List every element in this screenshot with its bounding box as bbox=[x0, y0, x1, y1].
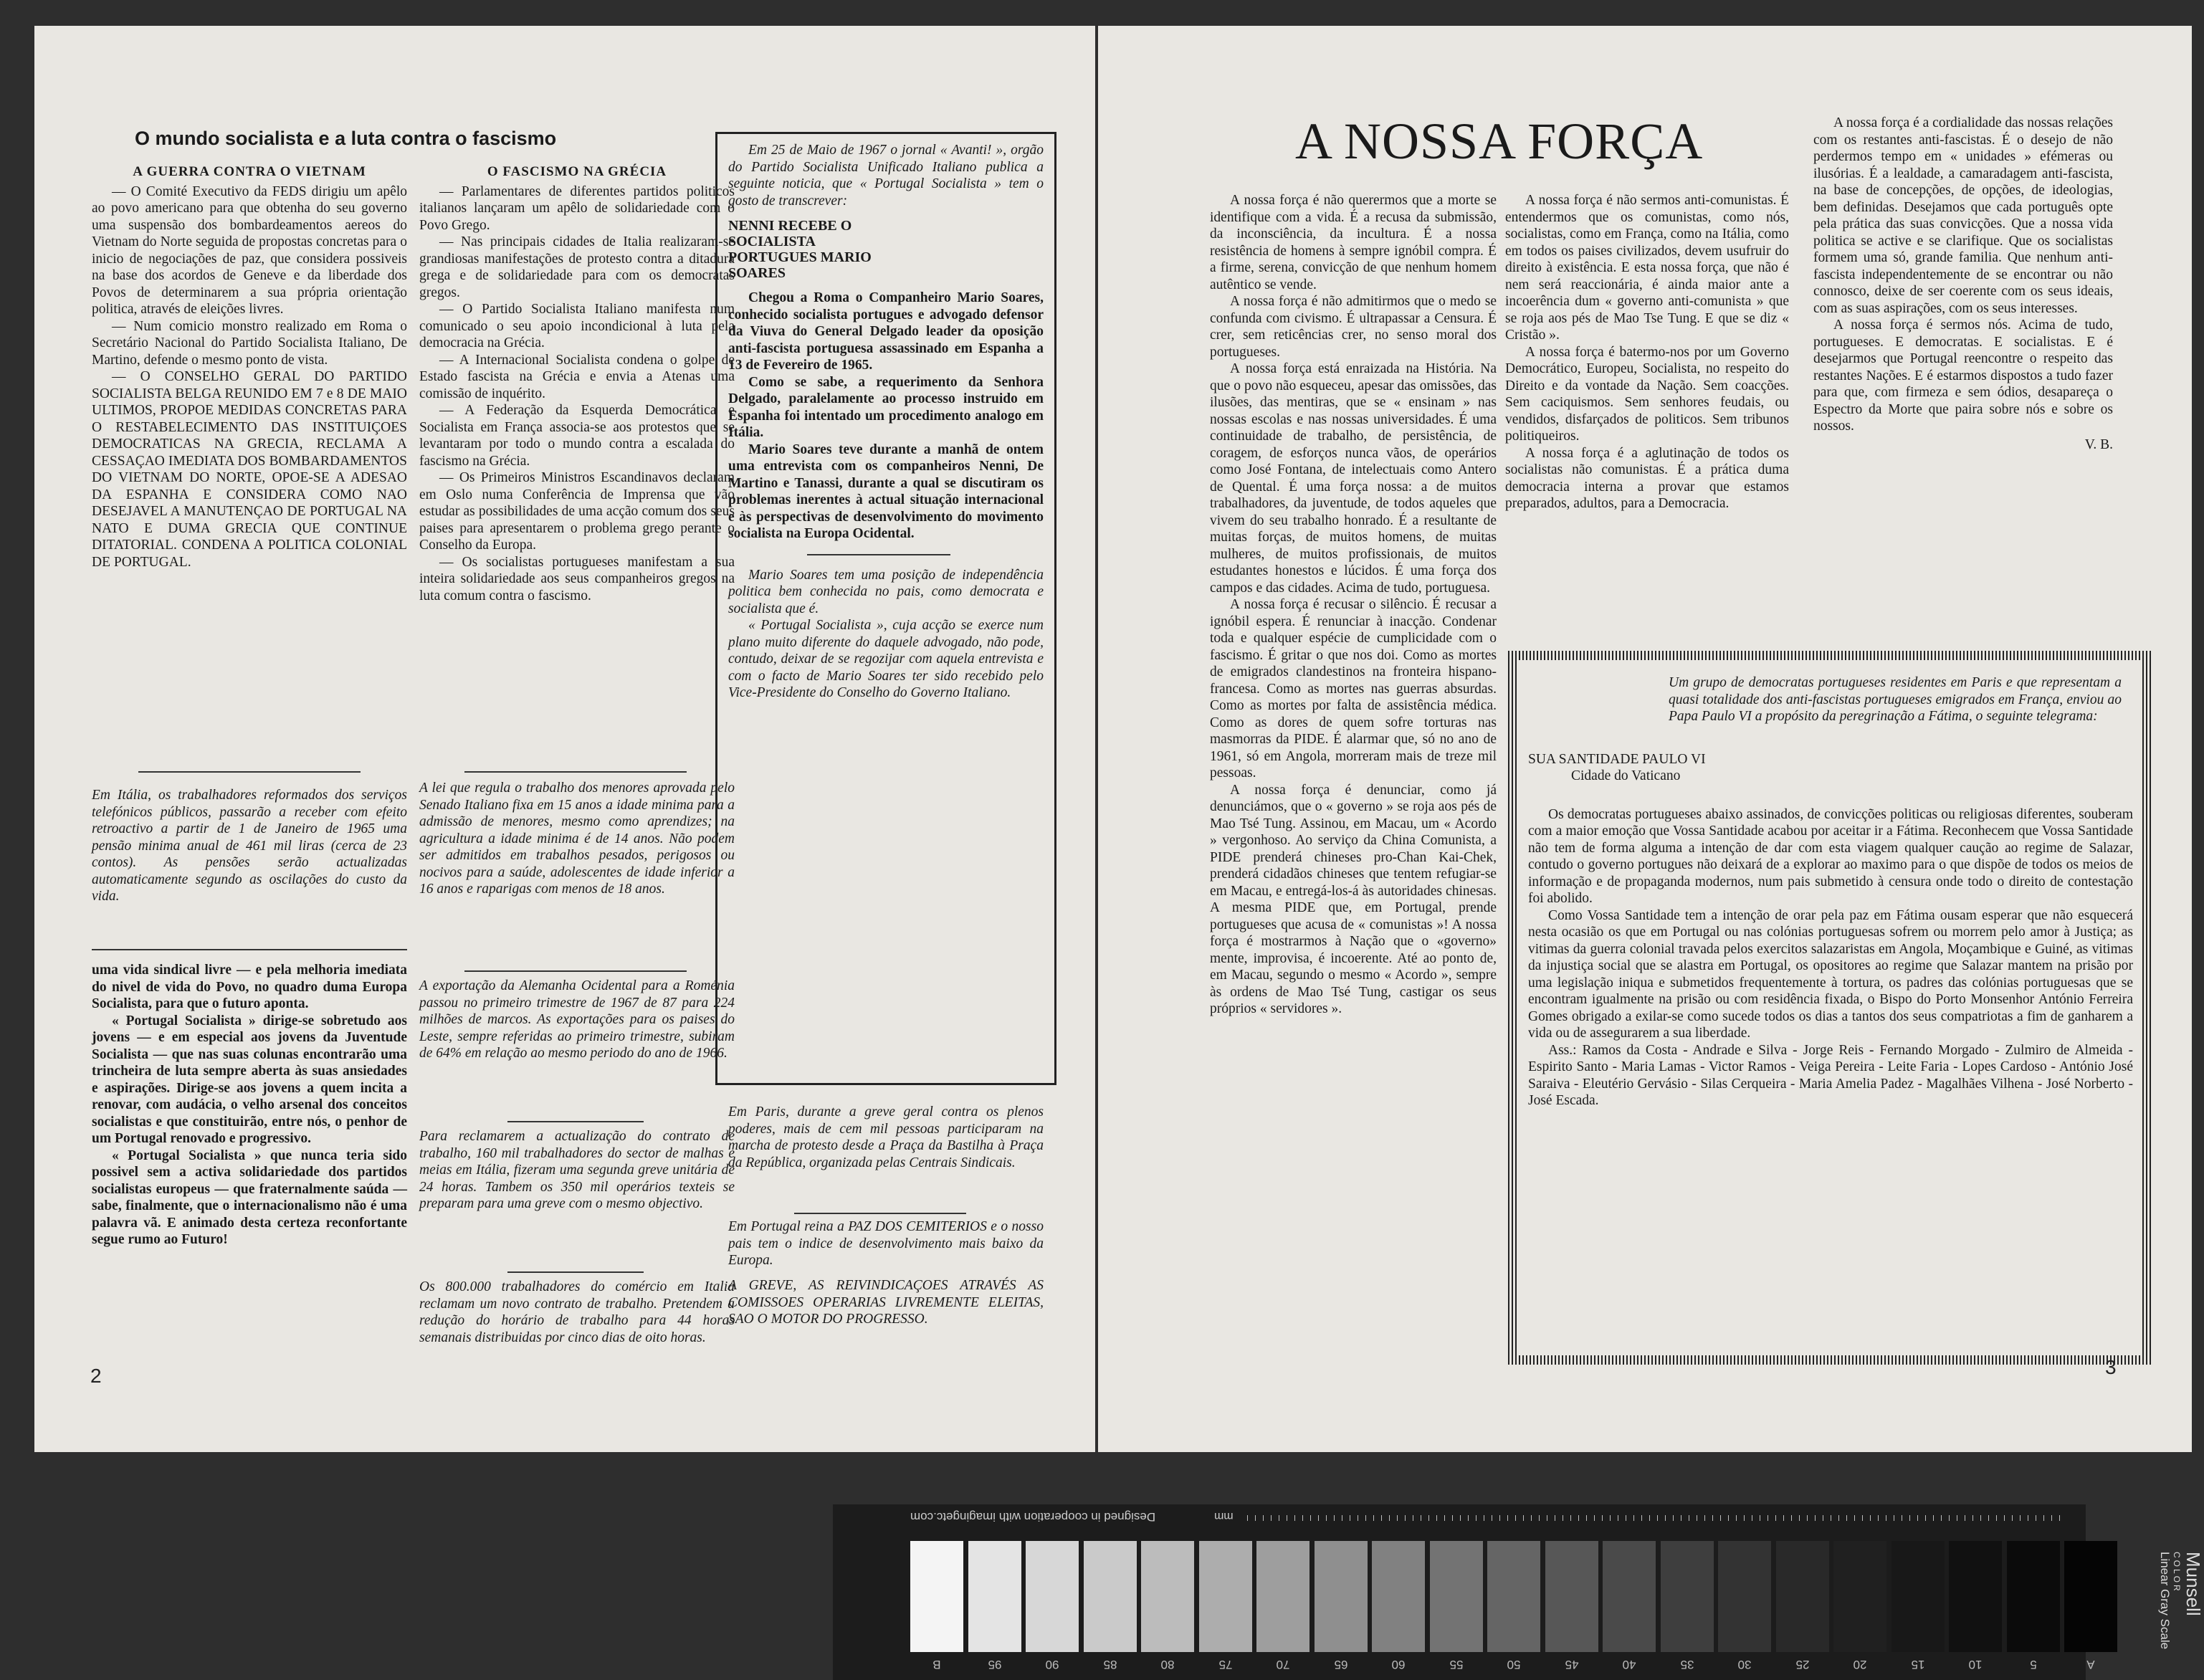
divider bbox=[507, 1271, 644, 1273]
page-number-left: 2 bbox=[90, 1365, 102, 1387]
gray-patch bbox=[1372, 1541, 1425, 1652]
grecia-paragraph: — Os socialistas portugueses manifestam a sua inteira solidariedade aos seus companheiros gregos na luta comum contra o fascismo. bbox=[419, 554, 735, 603]
gray-patch bbox=[1141, 1541, 1194, 1652]
gray-patch-label: 85 bbox=[1103, 1658, 1117, 1671]
card-brand-sub: COLOR bbox=[2172, 1552, 2182, 1593]
gray-patch-label: 95 bbox=[988, 1658, 1001, 1671]
telegram-content bbox=[1528, 674, 2133, 1355]
forca-column-3 bbox=[1813, 115, 2113, 602]
vietnam-paragraph: — O Comité Executivo da FEDS dirigiu um apêlo ao povo americano para que obtenha do seu governo uma suspensão dos bombardeamentos aereos do Vietnam do Norte seguida de propostas concretas para o inicio de negociações de paz, que considera possiveis na base dos acordos de Geneve e da liberdade dos Povos de determinarem a sua própria orientação politica, através de eleições livres. bbox=[92, 183, 407, 317]
gray-patch-label: 65 bbox=[1334, 1658, 1347, 1671]
juventude-paragraph: « Portugal Socialista » que nunca teria sido possivel sem a activa solidariedade dos partidos socialistas europeus — que fraternalmente saúda — sabe, finalmente, que o internacionalismo não é uma palavra vã. E animado desta certeza reconfortante segue rumo ao Futuro! bbox=[92, 1147, 407, 1247]
gray-patch bbox=[910, 1541, 963, 1652]
greve-note: A GREVE, AS REIVINDICAÇOES ATRAVÉS AS COMISSOES OPERARIAS LIVREMENTE ELEITAS, SAO O MOTOR DO PROGRESSO. bbox=[728, 1278, 1044, 1327]
gray-patch-label: 40 bbox=[1622, 1658, 1636, 1671]
divider bbox=[464, 970, 687, 972]
gray-patch bbox=[2064, 1541, 2117, 1652]
gray-patch bbox=[1776, 1541, 1829, 1652]
vietnam-column bbox=[92, 163, 407, 765]
telegram-paragraph: Os democratas portugueses abaixo assinados, de convicções politicas ou religiosas diferentes, souberam com a maior emoção que Vossa Santidade acabou por aceitar ir a Fátima. Reconhecem que Vossa Santidade não tem de forma alguma a intenção de dar com esta viagem qualquer caução ao regime de Salazar, contudo o governo portugues não deixará de a explorar ao maximo para o que dispõe de todos os meios de informação e de propaganda modernos, num pais submetido à censura onde todo o direito de contestação foi abolido. bbox=[1528, 806, 2133, 906]
grecia-paragraph: — A Internacional Socialista condena o golpe de Estado fascista na Grécia e envia a Atenas uma comissão de inquérito. bbox=[419, 352, 735, 401]
forca-paragraph: A nossa força é não admitirmos que o medo se confunda com civismo. É ultrapassar a Censura. É crer, sem reticências crer, no senso moral dos portugueses. bbox=[1210, 294, 1497, 360]
box-intro: Em 25 de Maio de 1967 o jornal « Avanti! », orgão do Partido Socialista Unificado Italiano publica a seguinte noticia, que « Portugal Socialista » tem o gosto de transcrever: bbox=[728, 143, 1044, 209]
forca-paragraph: A nossa força é não querermos que a morte se identifique com a vida. É a recusa da submissão, da inconsciência, da incultura. É a nossa resistência de homens à sempre ignóbil compra. É a firme, serena, convicção de que nenhum homem autêntico se vende. bbox=[1210, 193, 1497, 292]
forca-column-1 bbox=[1210, 192, 1497, 1382]
gray-patch-label: 50 bbox=[1507, 1658, 1521, 1671]
signature: V. B. bbox=[2084, 436, 2113, 452]
gray-patch-label: 20 bbox=[1853, 1658, 1867, 1671]
vietnam-paragraph: — Num comicio monstro realizado em Roma o Secretário Nacional do Partido Socialista Italiano, De Martino, defende o mesmo ponto de vista. bbox=[92, 318, 407, 368]
telegram-place: Cidade do Vaticano bbox=[1571, 768, 1681, 783]
gray-patch bbox=[1430, 1541, 1483, 1652]
page-right bbox=[1098, 26, 2192, 1452]
gray-patch-label: 5 bbox=[2029, 1658, 2037, 1671]
gray-patch bbox=[1718, 1541, 1771, 1652]
gray-patch-label: 80 bbox=[1160, 1658, 1175, 1671]
forca-paragraph: A nossa força é recusar o silêncio. É recusar a ignóbil espera. É renunciar à inacção. Condenar toda e qualquer espécie de cumplicidade com o fascismo. É gritar o que nos doi. Como as mortes de emigrados clandestinos na fronteira hispano-francesa. Como as mortes nas guerras absurdas. Como as mortes por falta de assistência médica. Como as dores de quem sofre torturas nas masmorras da PIDE. É alarmar que, só no ano de 1961, só em Angola, morreram mais de treze mil pessoas. bbox=[1210, 597, 1497, 781]
gray-patch bbox=[1487, 1541, 1540, 1652]
ruler bbox=[1247, 1515, 2064, 1521]
gray-patch bbox=[1833, 1541, 1886, 1652]
right-page-title: A NOSSA FORÇA bbox=[1295, 113, 1704, 170]
forca-paragraph: A nossa força está enraizada na História. Na que o povo não esqueceu, apesar das omissões, das ilusões, das mentiras, que se « ensinam » nas nossas escolas e nas nossas universidades. É uma continuidade de trabalho, de persistência, de coragem, de esforços nunca vãos, de operários como José Fontana, de intelectuais como Antero de Quental. É uma força nossa: a de muitos trabalhadores, da juventude, de todos aqueles que vivem do seu trabalho honrado. É a resultante de muitas forças, de muitos homens, de muitas mulheres, de muitos profissionais, de muitos estudantes honestos e lúcidos. É uma força dos campos e das cidades. Acima de tudo, portuguesa. bbox=[1210, 361, 1497, 596]
grecia-paragraph: — A Federação da Esquerda Democrática e Socialista em França associa-se aos protestos que se levantaram por todo o mundo contra a escalada do fascismo na Grécia. bbox=[419, 403, 735, 469]
belga-paragraph: — O CONSELHO GERAL DO PARTIDO SOCIALISTA BELGA REUNIDO EM 7 e 8 DE MAIO ULTIMOS, PROPOE MEDIDAS CONCRETAS PARA O RESTABELECIMENTO DAS INSTITUIÇOES DEMOCRATICAS NA GRECIA, RECLAMA A CESSAÇAO IMEDIATA DOS BOMBARDAMENTOS DO VIETNAM DO NORTE, OPOE-SE A ADESAO DA ESPANHA E CONSIDERA COMO NAO DESEJAVEL A MANUTENÇAO DE PORTUGAL NA NATO E DUMA GRECIA QUE CONTINUE DITATORIAL. CONDENA A POLITICA COLONIAL DE PORTUGAL. bbox=[92, 369, 407, 570]
box-italic-paragraph: Mario Soares tem uma posição de independência politica bem conhecida no pais, como democrata e socialista que é. bbox=[728, 567, 1044, 616]
divider bbox=[794, 1213, 966, 1214]
gray-patch-label: B bbox=[932, 1658, 941, 1671]
grecia-paragraph: — Os Primeiros Ministros Escandinavos declaram em Oslo numa Conferência de Imprensa que vão estudar as possibilidades de uma acção comum dos seus paises para apresentarem o problema grego perante o Conselho da Europa. bbox=[419, 470, 735, 553]
gray-patch bbox=[1661, 1541, 1714, 1652]
forca-paragraph: A nossa força é sermos nós. Acima de tudo, portugueses. E democratas. E socialistas. E é desejarmos que Portugal reencontre o respeito das restantes Nações. E é estarmos dispostos a tudo fazer para que, com firmeza e sem ódios, desapareça o Espectro da Morte que paira sobre nós e sobre os nossos. bbox=[1813, 318, 2113, 434]
gray-patch-label: 55 bbox=[1449, 1658, 1463, 1671]
divider bbox=[807, 554, 950, 555]
grecia-heading: O FASCISMO NA GRÉCIA bbox=[487, 164, 667, 179]
juventude-paragraph: uma vida sindical livre — e pela melhoria imediata do nivel de vida do Povo, no quadro duma Europa Socialista, para que o futuro aponta. bbox=[92, 963, 407, 1011]
gray-patch-label: 35 bbox=[1680, 1658, 1694, 1671]
alemanha-note: A exportação da Alemanha Ocidental para a Roménia passou no primeiro trimestre de 1967 de 87 para 224 milhões de marcos. As exportações para os paises do Leste, sempre referidas ao primeiro trimestre, subiram de 64% em relação ao mesmo periodo do ano de 1966. bbox=[419, 978, 735, 1061]
divider bbox=[507, 1121, 644, 1122]
lei-menores-note: A lei que regula o trabalho dos menores aprovada pelo Senado Italiano fixa em 15 anos a idade minima para a admissão de menores, mesmo como aprendizes; na agricultura a idade minima é de 14 anos. Não podem ser admitidos em trabalhos pesados, perigosos ou nocivos para a saúde, adolescentes de idade inferior a 16 anos e raparigas com menos de 18 anos. bbox=[419, 781, 735, 897]
comercio-note: Os 800.000 trabalhadores do comércio em Italia reclamam um novo contrato de trabalho. Pretendem a redução do horário de trabalho para 44 horas semanais distribuidas por cinco dias de oito horas. bbox=[419, 1279, 735, 1345]
juventude-paragraph: « Portugal Socialista » dirige-se sobretudo aos jovens — e em especial aos jovens da Juventude Socialista — que nas suas colunas encontrarão uma trincheira de luta sempre aberta às suas ansiedades e aspirações. Dirige-se aos jovens a quem incita a renovar, com audácia, o velho arsenal dos conceitos socialistas e que constituirão, entre nós, o penhor de um Portugal renovado e progressivo. bbox=[92, 1013, 407, 1146]
left-page-title: O mundo socialista e a luta contra o fascismo bbox=[135, 128, 557, 149]
box-paragraph: Chegou a Roma o Companheiro Mario Soares, conhecido socialista portugues e advogado defensor da Viuva do General Delgado leader da oposição anti-fascista portuguesa assassinado em Espanha a 13 de Fevereiro de 1965. bbox=[728, 290, 1044, 373]
gray-patch bbox=[968, 1541, 1021, 1652]
soares-box-content bbox=[728, 142, 1044, 1074]
forca-paragraph: A nossa força é a aglutinação de todos os socialistas não comunistas. É a prática duma democracia interna a provar que estamos preparados, adultos, para a Democracia. bbox=[1505, 445, 1789, 511]
grecia-paragraph: — O Partido Socialista Italiano manifesta num comunicado o seu apoio incondicional à luta pela democracia na Grécia. bbox=[419, 302, 735, 350]
card-credit: Designed in cooperation with imagingetc.com bbox=[910, 1510, 1156, 1524]
divider bbox=[138, 771, 361, 773]
vietnam-heading: A GUERRA CONTRA O VIETNAM bbox=[133, 164, 366, 179]
card-unit: mm bbox=[1214, 1510, 1234, 1522]
forca-paragraph: A nossa força é batermo-nos por um Governo Democrático, Europeu, Socialista, no respeito do Direito e da vontade da Nação. Sem coacções. Sem caciquismos. Sem senhores feudais, ou vendidos, disfarçados de politicos. Sem tribunos politiqueiros. bbox=[1505, 344, 1789, 444]
grecia-paragraph: — Parlamentares de diferentes partidos politicos italianos lançaram um apêlo de solidariedade com o Povo Grego. bbox=[419, 183, 735, 233]
page-left bbox=[34, 26, 1095, 1452]
box-paragraph: Mario Soares teve durante a manhã de ontem uma entrevista com os companheiros Nenni, De Martino e Tanassi, durante a qual se discutiram os problemas inerentes à actual situação internacional e às perspectivas de desenvolvimento do movimento socialista na Europa Ocidental. bbox=[728, 442, 1044, 541]
grecia-column bbox=[419, 163, 735, 765]
malhas-note: Para reclamarem a actualização do contrato de trabalho, 160 mil trabalhadores do sector de malhas e meias em Itália, fizeram uma segunda greve unitária de 24 horas. Tambem os 350 mil operários texteis se preparam para uma greve com o mesmo objectivo. bbox=[419, 1129, 735, 1211]
forca-paragraph: A nossa força é não sermos anti-comunistas. É entendermos que os comunistas, como nós, socialistas, como em França, como na Itália, como em todos os paises civilizados, devem usufruir do direito à existência. E esta nossa força, que não é nem será reaccionária, é ainda maior ante a incoerência dum « governo anti-comunista » que se roja aos pés de Mao Tse Tung. E que se diz « Cristão ». bbox=[1505, 193, 1789, 343]
box-headline: NENNI RECEBE O SOCIALISTA PORTUGUES MARIO SOARES bbox=[728, 218, 872, 281]
forca-paragraph: A nossa força é a cordialidade das nossas relações com os restantes anti-fascistas. É o desejo de não perdermos tempo em « unidades » efémeras ou ilusórias. É a lealdade, a camaradagem anti-fascista, na base de concepções, de opções, de ideologias, bem definidas. Desejamos que cada português opte pela prática das suas convicções. Que a nossa vida politica se active e se clarifique. Que os socialistas formem uma só, grande familia. Que nenhum anti-fascista independentemente de se encontrar ou não connosco, deixe de ser coerente com os seus ideais, com as suas aspirações, com os seus interesses. bbox=[1813, 115, 2113, 316]
gray-patch bbox=[1603, 1541, 1656, 1652]
gray-patch-label: 45 bbox=[1565, 1658, 1578, 1671]
gray-patch-label: A bbox=[2086, 1658, 2095, 1671]
page-number-right: 3 bbox=[2105, 1356, 2117, 1378]
gray-patch-label: 10 bbox=[1968, 1658, 1983, 1671]
gray-patch bbox=[1026, 1541, 1079, 1652]
gray-patch bbox=[2007, 1541, 2060, 1652]
gray-patch bbox=[1199, 1541, 1252, 1652]
gray-patch-label: 60 bbox=[1391, 1658, 1406, 1671]
italia-pensions-note: Em Itália, os trabalhadores reformados dos serviços telefónicos públicos, passarão a receber com efeito retroactivo a partir de 1 de Janeiro de 1965 uma pensão minima anual de 461 mil liras (cerca de 23 contos). As pensões serão actualizadas automaticamente segundo as oscilações do custo da vida. bbox=[92, 788, 407, 904]
forca-column-2 bbox=[1505, 192, 1789, 622]
gray-patch-label: 30 bbox=[1737, 1658, 1752, 1671]
box-paragraph: Como se sabe, a requerimento da Senhora Delgado, paralelamente ao processo instruido em Espanha foi intentado um procedimento analogo em Itália. bbox=[728, 374, 1044, 440]
gray-patch bbox=[1256, 1541, 1309, 1652]
gray-patch-label: 70 bbox=[1276, 1658, 1290, 1671]
gray-patch-label: 15 bbox=[1911, 1658, 1924, 1671]
telegram-addressee: SUA SANTIDADE PAULO VI bbox=[1528, 751, 1706, 767]
grecia-paragraph: — Nas principais cidades de Italia realizaram-se grandiosas manifestações de protesto contra a ditadura grega e de solidariedade para com os democratas gregos. bbox=[419, 234, 735, 300]
telegram-intro: Um grupo de democratas portugueses residentes em Paris e que representam a quasi totalidade dos anti-fascistas portugueses emigrados em França, enviou ao Papa Paulo VI a propósito da peregrinação a Fátima, o seguinte telegrama: bbox=[1669, 675, 2122, 724]
card-brand-name: Munsell bbox=[2182, 1552, 2204, 1616]
gray-patch-label: 75 bbox=[1218, 1658, 1232, 1671]
box-italic-paragraph: « Portugal Socialista », cuja acção se exerce num plano muito diferente do daquele advogado, não pode, contudo, deixar de se regozijar com aquela entrevista e com o facto de Mario Soares ter sido recebido pelo Vice-Presidente do Conselho do Governo Italiano. bbox=[728, 618, 1044, 700]
forca-paragraph: A nossa força é denunciar, como já denunciámos, que o « governo » se roja aos pés de Mao Tsé Tung. Assinou, em Macau, um « Acordo » vergonhoso. Ao serviço da China Comunista, a PIDE prenderá chineses pro-Chan Kai-Chek, prenderá cidadãos chineses que tentem refugiar-se em Macau, e entregá-los-á às autoridades chinesas. A mesma PIDE que, em Portugal, prende portugueses que acusa de « comunistas »! A nossa força é mostrarmos à Nação que o «governo» mente, improvisa, é incoerente. Até ao ponto de, em Macau, segundo o mesmo « Acordo », sempre às ordens de Mao Tsé Tung, castigar os seus próprios « servidores ». bbox=[1210, 782, 1497, 1016]
gray-patch-label: 90 bbox=[1045, 1658, 1059, 1671]
telegram-paragraph: Como Vossa Santidade tem a intenção de orar pela paz em Fátima ousam esperar que não esquecerá nesta ocasião os que em Portugal ou nas colónias portuguesas sofrem ou morrem pelo amor à Justiça; as vitimas da guerra colonial travada pelos exercitos salazaristas em Angola, Moçambique e Guiné, as vitimas da injustiça social que se alastra em Portugal, os opositores ao regime que Salazar mantem na prisão por uma legislação iniqua e submetidos frequentemente à tortura, os padres das colónias portuguesas que se encontram igualmente na prisão ou com residência fixada, o Bispo do Porto Monsenhor António Ferreira Gomes obrigado a exilar-se como sucede todos os dias a tantos dos seus compatriotas a fim de ganharem a vida ou de assegurarem a sua liberdade. bbox=[1528, 907, 2133, 1041]
paris-note: Em Paris, durante a greve geral contra os plenos poderes, mais de cem mil pessoas participaram na marcha de protesto desde a Praça da Bastilha à Praça da República, organizada pelas Centrais Sindicais. bbox=[728, 1104, 1044, 1170]
card-brand bbox=[2111, 1552, 2204, 1652]
divider bbox=[92, 949, 407, 950]
telegram-signatories: Ass.: Ramos da Costa - Andrade e Silva - Jorge Reis - Fernando Morgado - Zulmiro de Almeida - Espirito Santo - Maria Lamas - Victor Ramos - Veiga Pereira - Leite Faria - Lopes Cardoso - António José Saraiva - Eleutério Gervásio - Silas Cerqueira - Maria Amelia Padez - Magalhães Vilhena - José Norberto - José Escada. bbox=[1528, 1042, 2133, 1108]
juventude-column bbox=[92, 962, 407, 1378]
gray-patch bbox=[1949, 1541, 2002, 1652]
divider bbox=[464, 771, 687, 773]
card-scale-name: Linear Gray Scale bbox=[2158, 1552, 2172, 1650]
portugal-paz-note: Em Portugal reina a PAZ DOS CEMITERIOS e o nosso pais tem o indice de desenvolvimento mais baixo da Europa. bbox=[728, 1219, 1044, 1268]
gray-patch-label: 25 bbox=[1795, 1658, 1809, 1671]
gray-patch bbox=[1315, 1541, 1368, 1652]
gray-patch bbox=[1891, 1541, 1945, 1652]
gray-patch bbox=[1545, 1541, 1598, 1652]
gray-patch bbox=[1084, 1541, 1137, 1652]
